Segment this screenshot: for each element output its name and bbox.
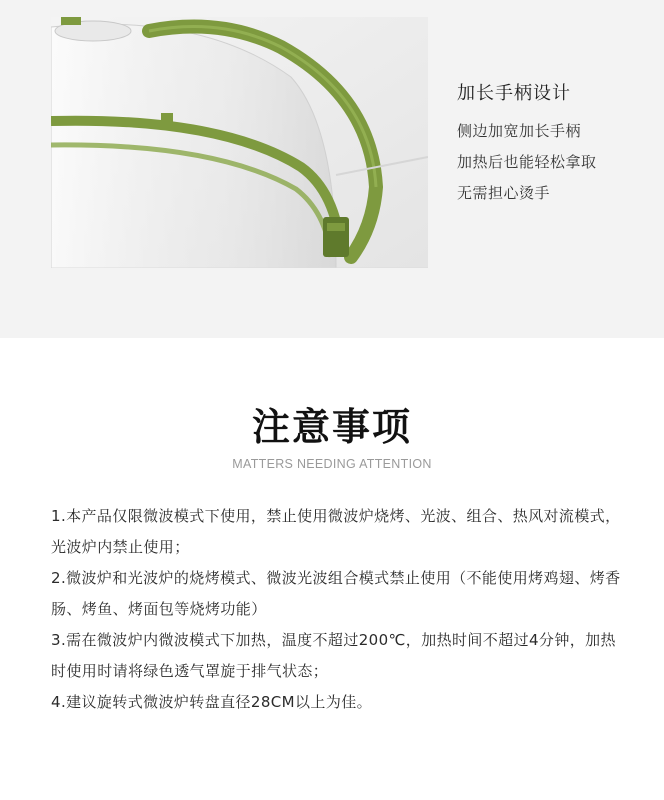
feature-description <box>457 80 657 209</box>
section-subtitle: MATTERS NEEDING ATTENTION <box>232 457 432 471</box>
notes-list <box>51 501 621 718</box>
note-item: 3.需在微波炉内微波模式下加热，温度不超过200℃，加热时间不超过4分钟，加热时使用时请将绿色透气罩旋于排气状态； <box>51 631 616 680</box>
product-photo-dome-cover <box>51 17 428 268</box>
dome-cover-illustration <box>51 17 428 268</box>
feature-line: 加热后也能轻松拿取 <box>457 153 597 171</box>
feature-line: 侧边加宽加长手柄 <box>457 122 582 140</box>
product-feature-panel <box>0 0 664 338</box>
note-item: 4.建议旋转式微波炉转盘直径28CM以上为佳。 <box>51 693 373 711</box>
note-item: 1.本产品仅限微波模式下使用，禁止使用微波炉烧烤、光波、组合、热风对流模式，光波炉内禁止使用； <box>51 507 621 556</box>
feature-line: 无需担心烫手 <box>457 184 551 202</box>
feature-title: 加长手柄设计 <box>457 83 571 104</box>
section-title: 注意事项 <box>251 405 412 449</box>
note-item: 2.微波炉和光波炉的烧烤模式、微波光波组合模式禁止使用（不能使用烤鸡翅、烤香肠、烤鱼、烤面包等烧烤功能） <box>51 569 621 618</box>
